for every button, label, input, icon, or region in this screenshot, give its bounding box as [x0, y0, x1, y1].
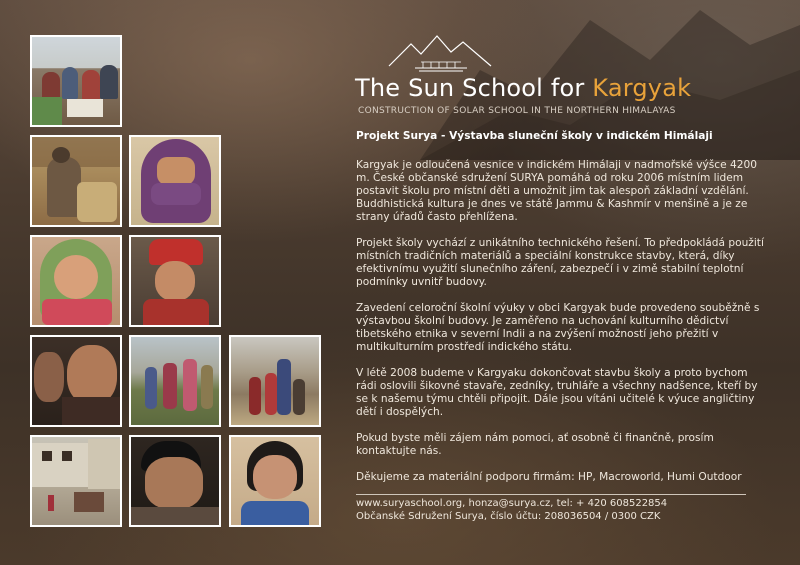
article-heading: Projekt Surya - Výstavba sluneční školy v indickém Himálaji [356, 130, 713, 142]
header-logo [355, 32, 692, 122]
photo-girl-purple-scarf [129, 135, 221, 227]
article-body [356, 130, 770, 497]
photo-village-houses [30, 435, 122, 527]
photo-boy-red-hat [129, 235, 221, 327]
paragraph-education: Zavedení celoroční školní výuky v obci Kargyak bude provedeno souběžně s výstavbou školní budovy. Je zaměřeno na uchování kulturního dědictví tibetského etnika v severní Indii a na zvýšení možností jeho přežití v multikulturním prostředí indického státu. [356, 302, 760, 353]
site-subtitle: CONSTRUCTION OF SOLAR SCHOOL IN THE NORTHERN HIMALAYAS [358, 106, 676, 116]
paragraph-technical: Projekt školy vychází z unikátního technického řešení. To předpokládá použití místních tradičních materiálů a speciální konstrukce stavby, která, díky efektivnímu využití slunečního záření, zabezpečí i v zimě stabilní teplotní podmínky uvnitř budovy. [356, 237, 764, 288]
site-title [355, 74, 691, 102]
photo-woman-harvest [30, 135, 122, 227]
mountain-school-logo-icon [385, 32, 495, 74]
site-title-accent: Kargyak [592, 74, 692, 102]
paragraph-volunteers: V létě 2008 budeme v Kargyaku dokončovat stavbu školy a proto bychom rádi oslovili šikovné stavaře, zedníky, truhláře a všechny nadšence, kteří by se k našemu týmu chtěli připojit. Dále jsou vítáni učitelé k výuce angličtiny dětí i dospělých. [356, 367, 758, 418]
photo-old-woman-smiling [30, 335, 122, 427]
footer [356, 497, 667, 523]
footer-divider [356, 494, 746, 495]
photo-family-mountains [229, 335, 321, 427]
paragraph-contact: Pokud byste měli zájem nám pomoci, ať osobně či finančně, prosím kontaktujte nás. [356, 432, 714, 457]
paragraph-sponsors: Děkujeme za materiální podporu firmám: HP, Macroworld, Humi Outdoor [356, 471, 742, 483]
photo-child-blue-shirt [229, 435, 321, 527]
site-title-main: The Sun School for [355, 74, 593, 102]
photo-classroom-group [30, 35, 122, 127]
photo-man-closeup [129, 435, 221, 527]
paragraph-intro: Kargyak je odloučená vesnice v indickém Himálaji v nadmořské výšce 4200 m. České občanské sdružení SURYA pomáhá od roku 2006 místním lidem postavit školu pro místní děti a umožnit jim tak alespoň základní vzdělání. Buddhistická kultura je dnes ve státě Jammu & Kashmír v menšině a je ze strany úřadů často přehlížena. [356, 159, 757, 223]
footer-account-line: Občanské Sdružení Surya, číslo účtu: 208036504 / 0300 CZK [356, 511, 661, 522]
photo-smiling-girl-green-scarf [30, 235, 122, 327]
photo-children-field [129, 335, 221, 427]
footer-contact-line[interactable]: www.suryaschool.org, honza@surya.cz, tel: + 420 608522854 [356, 498, 668, 509]
